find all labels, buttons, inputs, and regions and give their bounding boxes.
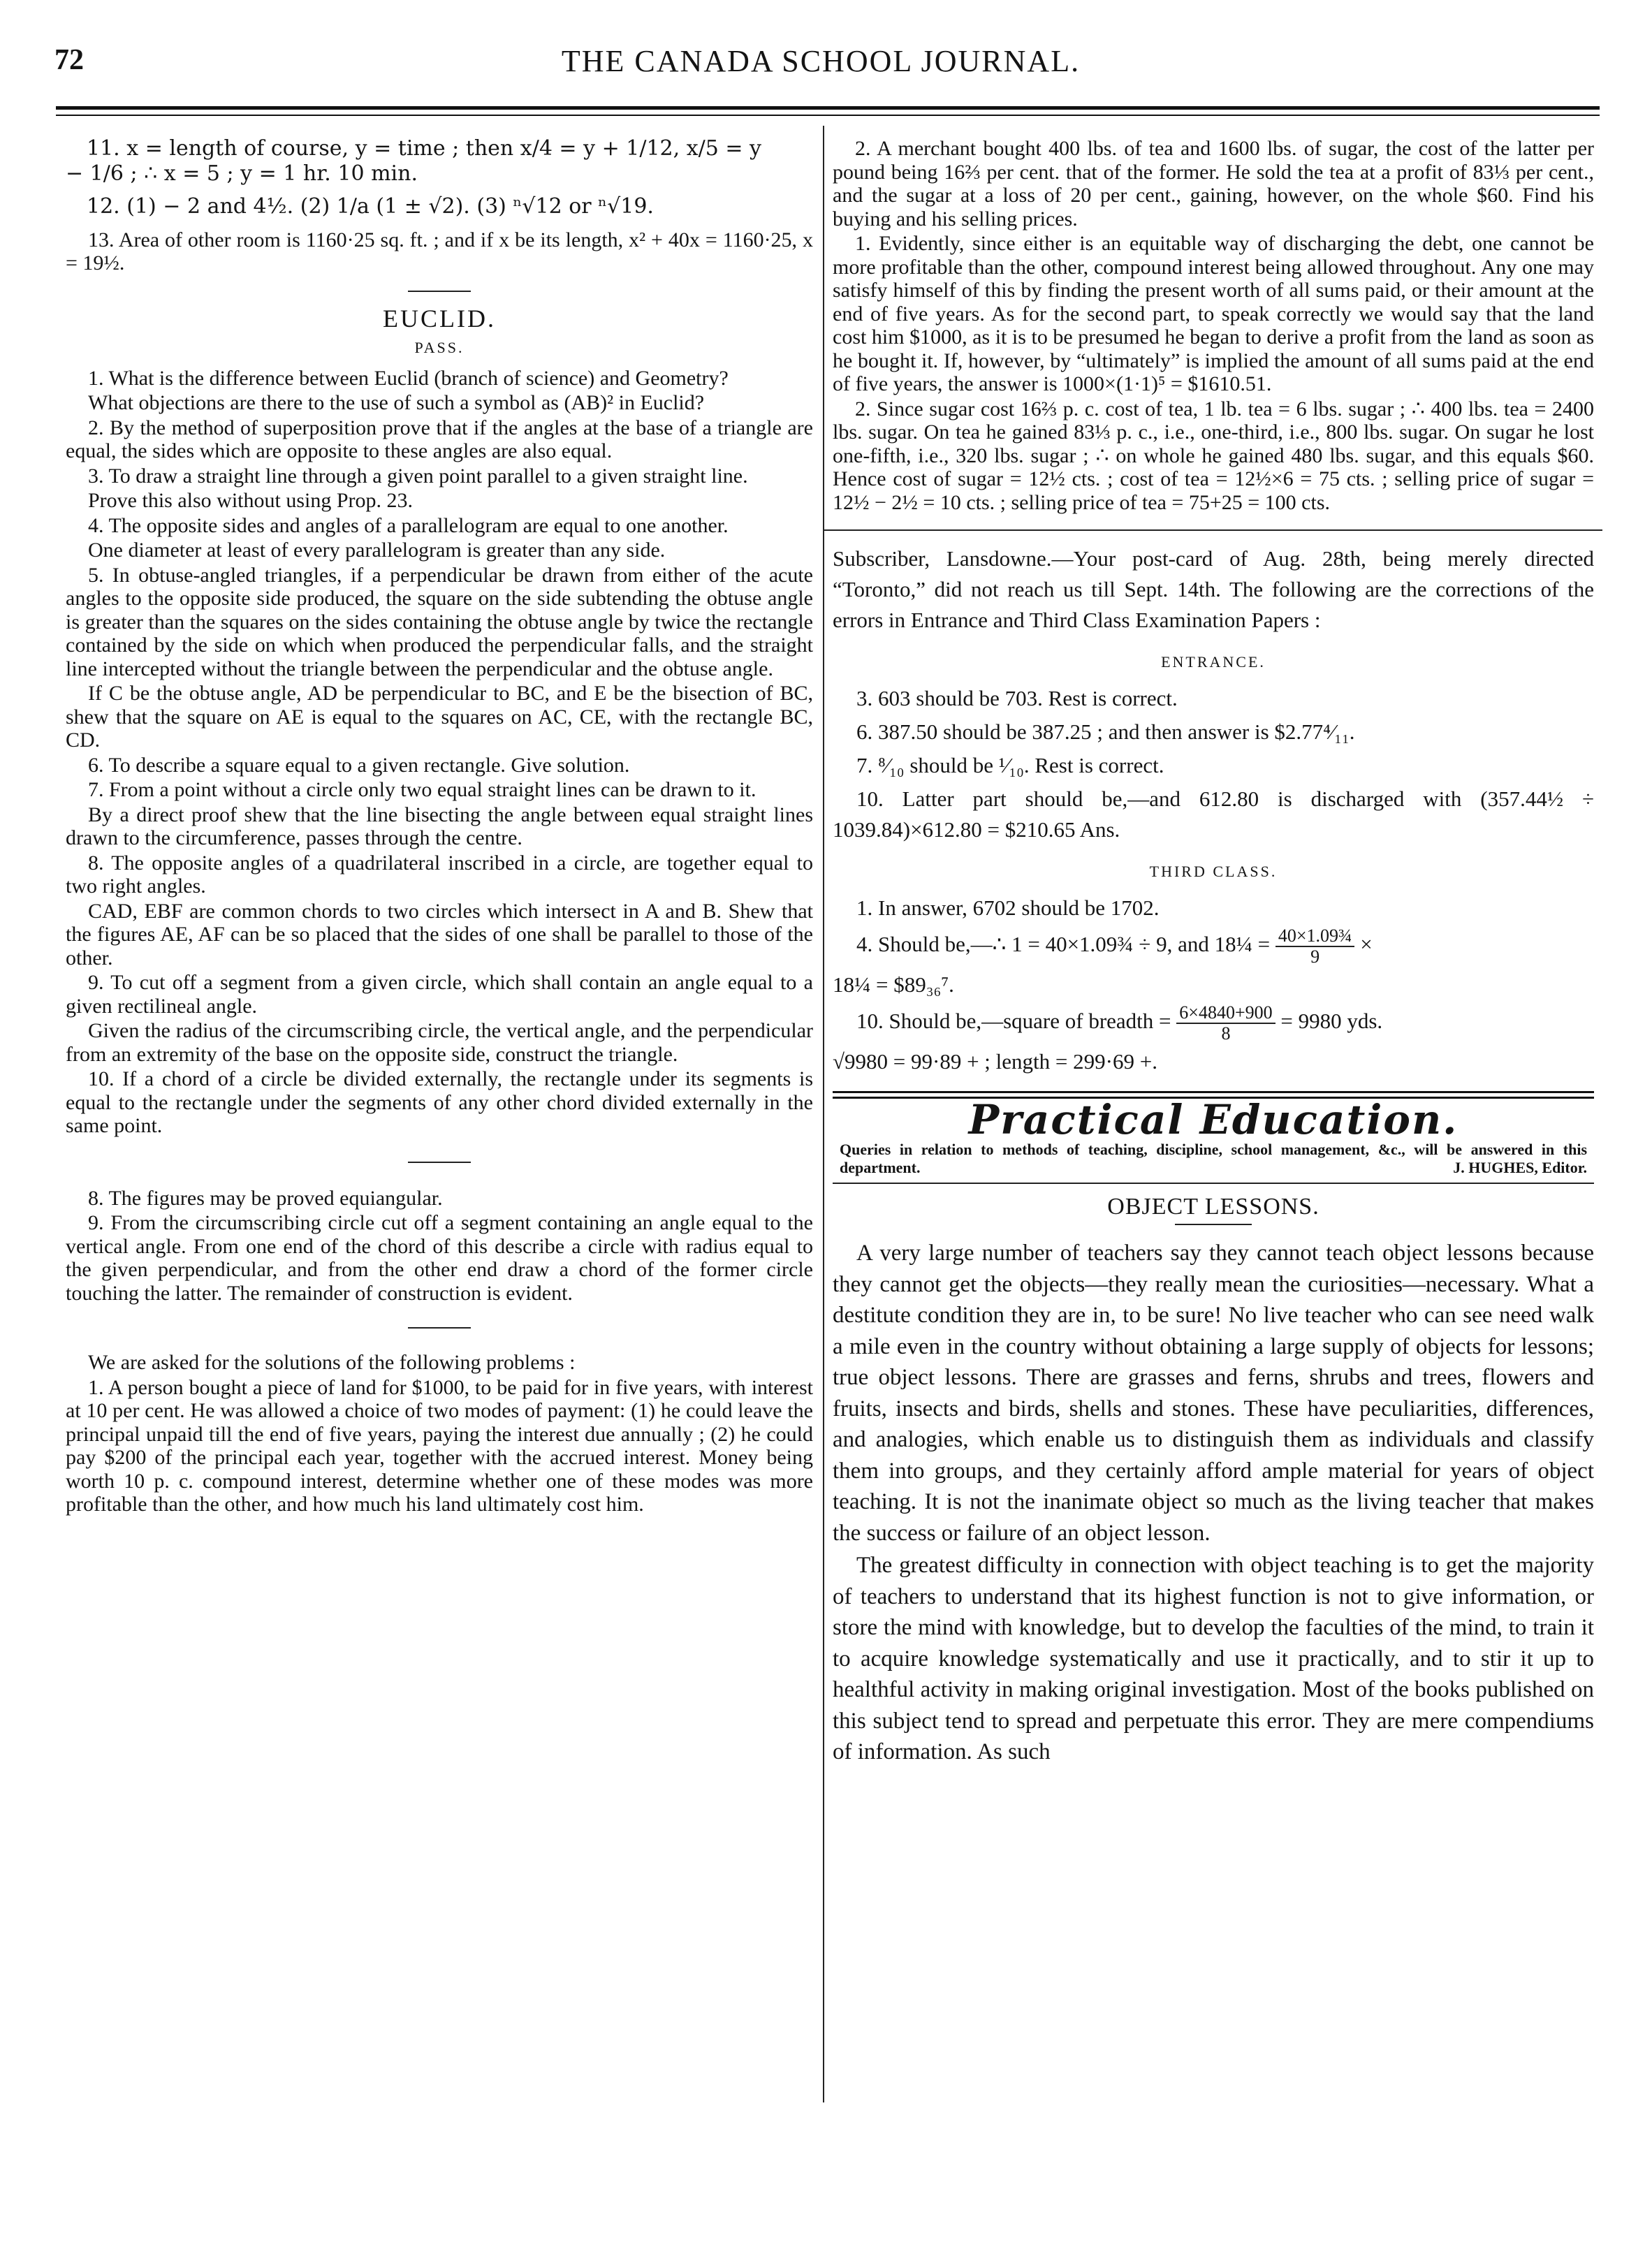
question-7: 7. From a point without a circle only two equal straight lines can be drawn to it. bbox=[88, 778, 756, 801]
third-4-text: 4. Should be,—∴ 1 = 40×1.09¾ ÷ 9, and 18¼ = bbox=[856, 932, 1271, 957]
question-3: 3. To draw a straight line through a given point parallel to a given straight line. bbox=[88, 464, 748, 488]
question-8-part-b: CAD, EBF are common chords to two circles which intersect in A and B. Shew that the figures AE, AF can be so placed that the sides of one shall be parallel to those of the other. bbox=[66, 899, 813, 970]
answer-9: 9. From the circumscribing circle cut off a segment containing an angle equal to the vertical angle. From one end of the chord of this describe a circle with radius equal to the given perpendicular, and from the other end draw a chord of the former circle touching the latter. The remainder of construction is evident. bbox=[66, 1211, 813, 1305]
page-header bbox=[42, 43, 1600, 92]
third-10-text: 10. Should be,—square of breadth = bbox=[856, 1009, 1171, 1034]
answer-11-line2: − 1/6 ; ∴ x = 5 ; y = 1 hr. 10 min. bbox=[66, 161, 418, 186]
department-editor: J. HUGHES, Editor. bbox=[1453, 1158, 1587, 1176]
entrance-3: 3. 603 should be 703. Rest is correct. bbox=[856, 686, 1178, 710]
problem-2: 2. A merchant bought 400 lbs. of tea and 1600 lbs. of sugar, the cost of the latter per pound being 16⅔ per cent. that of the former. He sold the tea at a profit of 83⅓ per cent., and the sugar at a loss of 20 per cent., gaining, however, on the whole $60. Find his buying and his selling prices. bbox=[833, 137, 1594, 231]
question-4: 4. The opposite sides and angles of a parallelogram are equal to one another. bbox=[88, 513, 729, 537]
department-title: Practical Education. bbox=[968, 1096, 1459, 1143]
answer-8: 8. The figures may be proved equiangular. bbox=[88, 1186, 443, 1210]
third-4-result: 18¼ = $89₃₆⁷. bbox=[833, 972, 954, 997]
object-lessons-text bbox=[833, 1238, 1594, 1768]
question-5: 5. In obtuse-angled triangles, if a perpendicular be drawn from either of the acute angles to the opposite side produced, the square on the side subtending the obtuse angle is greater than the squares on the sides containing the obtuse angle by twice the rectangle contained by the side on which when produced the perpendicular falls, and the straight line intercepted without the triangle between the perpendicular and the obtuse angle. bbox=[66, 563, 813, 680]
department-note-text: Queries in relation to methods of teaching, discipline, school management, &c., will be answered in this department. bbox=[840, 1140, 1587, 1176]
answer-11-line1: 11. x = length of course, y = time ; then x/4 = y + 1/12, x/5 = y bbox=[87, 136, 761, 161]
question-9-part-b: Given the radius of the circumscribing circle, the vertical angle, and the perpendicular from an extremity of the base on the opposite side, construct the triangle. bbox=[66, 1019, 813, 1066]
problem-1: 1. A person bought a piece of land for $1000, to be paid for in five years, with interest at 10 per cent. He was allowed a choice of two modes of payment: (1) he could leave the principal unpaid till the end of five years, paying the interest due annually ; (2) he could pay $200 of the principal each year, together with the accrued interest. Money being worth 10 p. c. compound interest, determine whether one of these modes was more profitable than the other, and how much his land ultimately cost him. bbox=[66, 1375, 813, 1516]
object-lessons-paragraph-1: A very large number of teachers say they cannot teach object lessons because they cannot get the objects—they really mean the curiosities—necessary. What a destitute condition they are in, to be sure! No live teacher who can see need walk a mile even in the country without obtaining a large supply of objects for lessons; true object lessons. There are grasses and ferns, shrubs and trees, flowers and fruits, insects and birds, shells and stones. These have peculiarities, differences, and analogies, which enable us to distinguish them as individuals and classify them into groups, and they certainly afford ample material for years of object teaching. It is not the inanimate object so much as the living teacher that makes the success or failure of an object lesson. bbox=[833, 1241, 1594, 1546]
third-10-fraction bbox=[1176, 1003, 1275, 1044]
question-6: 6. To describe a square equal to a given rectangle. Give solution. bbox=[88, 753, 630, 777]
object-lessons-title: OBJECT LESSONS. bbox=[1107, 1193, 1320, 1220]
third-4-denominator: 9 bbox=[1310, 946, 1320, 967]
solution-1: 1. Evidently, since either is an equitable way of discharging the debt, one cannot be more profitable than the other, compound interest being allowed throughout. Any one may satisfy himself of this by finding the present worth of all sums paid, or their amount at the end of five years. As for the second part, to speak correctly we would say that the land cost him $1000, as it is to be presumed he began to derive a profit from the land as soon as he bought it. If, however, by “ultimately” is implied the amount of all sums paid at the end of five years, the answer is 1000×(1·1)⁵ = $1610.51. bbox=[833, 232, 1594, 395]
question-2: 2. By the method of superposition prove that if the angles at the base of a triangle are equal, the sides which are opposite to these angles are also equal. bbox=[66, 416, 813, 462]
third-10-denominator: 8 bbox=[1221, 1023, 1231, 1044]
third-class-title: THIRD CLASS. bbox=[1149, 863, 1278, 880]
problems-intro: We are asked for the solutions of the following problems : bbox=[88, 1351, 576, 1374]
corrections-block bbox=[833, 543, 1594, 1077]
question-9: 9. To cut off a segment from a given circle, which shall contain an angle equal to a given rectilineal angle. bbox=[66, 971, 813, 1018]
answer-13: 13. Area of other room is 1160·25 sq. ft. ; and if x be its length, x² + 40x = 1160·25, x = 19½. bbox=[66, 228, 813, 275]
question-10: 10. If a chord of a circle be divided externally, the rectangle under its segments is equal to the rectangle under the segments of any other chord divided externally in the same point. bbox=[66, 1067, 813, 1137]
page-number: 72 bbox=[54, 44, 84, 76]
entrance-10: 10. Latter part should be,—and 612.80 is discharged with (357.44½ ÷ 1039.84)×612.80 = $210.65 Ans. bbox=[833, 787, 1594, 842]
euclid-title: EUCLID. bbox=[383, 304, 496, 332]
answer-12: 12. (1) − 2 and 4½. (2) 1/a (1 ± √2). (3) ⁿ√12 or ⁿ√19. bbox=[87, 194, 654, 219]
header-rule-thin bbox=[56, 115, 1600, 116]
left-column bbox=[66, 137, 813, 1518]
third-10-root: √9980 = 99·89 + ; length = 299·69 +. bbox=[833, 1049, 1157, 1074]
right-column bbox=[833, 137, 1594, 1769]
entrance-7: 7. ⁸⁄₁₀ should be ¹⁄₁₀. Rest is correct. bbox=[856, 753, 1164, 777]
pass-title: PASS. bbox=[414, 339, 465, 356]
third-10-numerator: 6×4840+900 bbox=[1176, 1003, 1275, 1024]
solution-2: 2. Since sugar cost 16⅔ p. c. cost of tea, 1 lb. tea = 6 lbs. sugar ; ∴ 400 lbs. tea = 2400 lbs. sugar. On tea he gained 83⅓ p. c., i.e., one-third, i.e., 800 lbs. sugar. On sugar he lost one-fifth, i.e., 320 lbs. sugar ; ∴ on whole he gained 480 lbs. sugar, and this equals $60. Hence cost of sugar = 12½ cts. ; cost of tea = 12½×6 = 75 cts. ; selling price of sugar = 12½ − 2½ = 10 cts. ; selling price of tea = 75+25 = 100 cts. bbox=[833, 397, 1594, 514]
third-10-result: = 9980 yds. bbox=[1280, 1009, 1383, 1034]
question-1: 1. What is the difference between Euclid (branch of science) and Geometry? bbox=[88, 366, 729, 390]
third-4-times: × bbox=[1360, 932, 1373, 957]
entrance-6: 6. 387.50 should be 387.25 ; and then answer is $2.77⁴⁄₁₁. bbox=[856, 719, 1355, 744]
journal-title: THE CANADA SCHOOL JOURNAL. bbox=[561, 44, 1081, 78]
question-4-part-b: One diameter at least of every parallelogram is greater than any side. bbox=[88, 539, 666, 562]
third-4 bbox=[856, 926, 1594, 967]
question-1-part-b: What objections are there to the use of such a symbol as (AB)² in Euclid? bbox=[88, 391, 705, 414]
section-rule bbox=[408, 1162, 471, 1163]
third-1: 1. In answer, 6702 should be 1702. bbox=[856, 895, 1160, 920]
object-lessons-rule bbox=[1175, 1224, 1252, 1225]
object-lessons-paragraph-2: The greatest difficulty in connection with object teaching is to get the majority of teachers to understand that its highest function is not to give information, or store the mind with knowledge, but to develop the faculties of the mind, to train it to acquire knowledge systematically and use it practically, and to stir it up to healthful activity in making original investigation. Most of the books published on this subject tend to spread and perpetuate this error. They are mere compendiums of information. As such bbox=[833, 1553, 1594, 1764]
question-5-part-b: If C be the obtuse angle, AD be perpendicular to BC, and E be the bisection of BC, shew that the square on AE is equal to the squares on AC, CE, with the rectangle BC, CD. bbox=[66, 682, 813, 752]
question-3-part-b: Prove this also without using Prop. 23. bbox=[88, 489, 414, 512]
header-rule-thick bbox=[56, 106, 1600, 110]
department-rule bbox=[833, 1183, 1594, 1184]
subscriber-note: Subscriber, Lansdowne.—Your post-card of Aug. 28th, being merely directed “Toronto,” did not reach us till Sept. 14th. The following are the corrections of the errors in Entrance and Third Class Examination Papers : bbox=[833, 546, 1594, 632]
divider-rule bbox=[824, 529, 1602, 531]
section-rule bbox=[408, 291, 471, 292]
section-rule bbox=[408, 1327, 471, 1329]
third-4-numerator: 40×1.09¾ bbox=[1275, 926, 1355, 947]
column-divider bbox=[823, 126, 824, 2102]
third-10 bbox=[856, 1003, 1594, 1044]
third-4-fraction bbox=[1275, 926, 1355, 967]
entrance-title: ENTRANCE. bbox=[1161, 653, 1266, 671]
question-7-part-b: By a direct proof shew that the line bisecting the angle between equal straight lines drawn to the circumference, passes through the centre. bbox=[66, 803, 813, 849]
question-8: 8. The opposite angles of a quadrilateral inscribed in a circle, are together equal to two right angles. bbox=[66, 851, 813, 898]
department-note bbox=[840, 1141, 1587, 1177]
